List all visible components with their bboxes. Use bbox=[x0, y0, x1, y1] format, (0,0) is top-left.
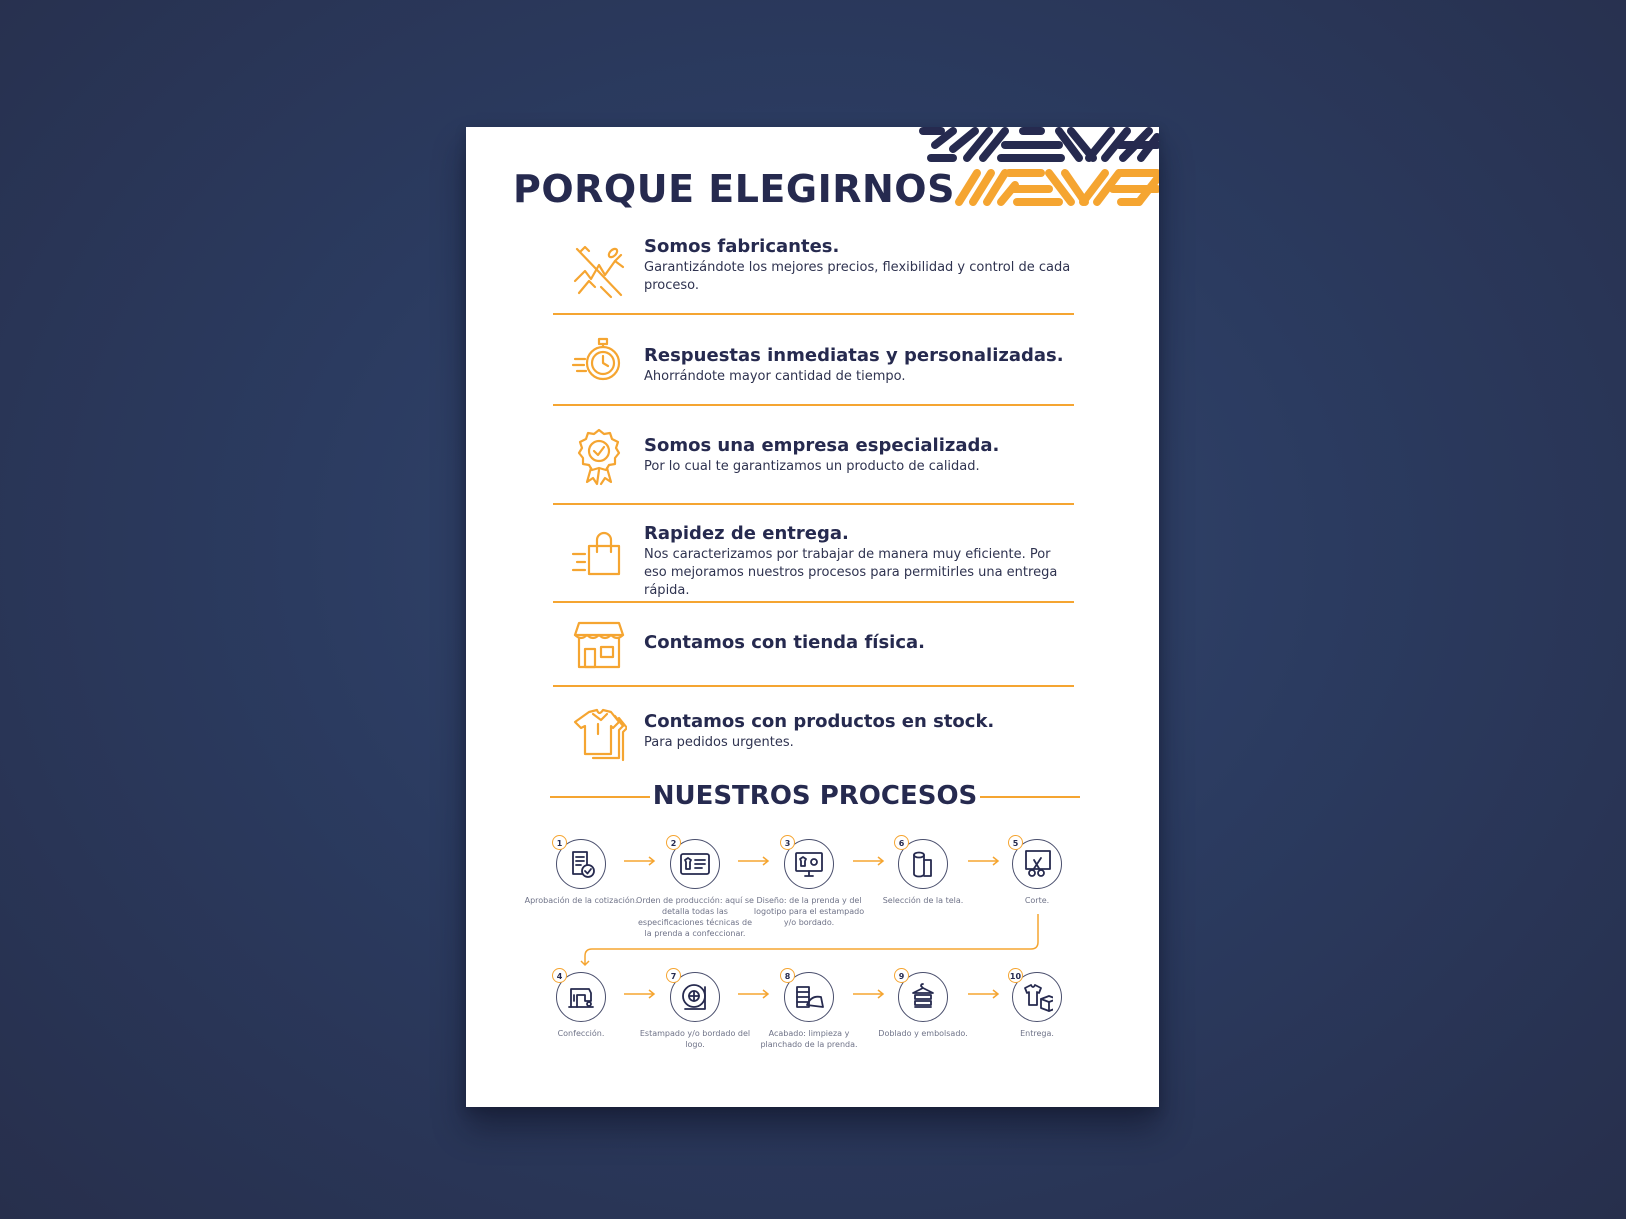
step-caption: Orden de producción: aquí se detalla todas las especificaciones técnicas de la prenda a confeccionar. bbox=[636, 896, 754, 938]
step-caption: Diseño: de la prenda y del logotipo para el estampado y/o bordado. bbox=[753, 896, 865, 927]
feature-heading: Rapidez de entrega. bbox=[644, 523, 849, 544]
shirt-card-icon bbox=[679, 848, 711, 880]
step-caption: Selección de la tela. bbox=[882, 896, 964, 905]
feature-heading: Respuestas inmediatas y personalizadas. bbox=[644, 345, 1064, 366]
step-caption: Aprobación de la cotización. bbox=[524, 896, 638, 905]
step-number: 2 bbox=[666, 835, 681, 850]
step-caption: Entrega. bbox=[1020, 1029, 1054, 1038]
process-connectors bbox=[466, 127, 1159, 1107]
document-check-icon bbox=[565, 848, 597, 880]
step-number: 4 bbox=[552, 968, 567, 983]
page-title: PORQUE ELEGIRNOS bbox=[513, 167, 955, 211]
feature-heading: Contamos con productos en stock. bbox=[644, 711, 995, 732]
sewing-machine-icon bbox=[565, 981, 597, 1013]
ironing-icon bbox=[793, 981, 825, 1013]
delivery-box-icon bbox=[1021, 981, 1053, 1013]
step-number: 9 bbox=[894, 968, 909, 983]
embroidery-machine-icon bbox=[679, 981, 711, 1013]
step-number: 6 bbox=[894, 835, 909, 850]
processes-title: NUESTROS PROCESOS bbox=[652, 781, 978, 811]
feature-heading: Somos fabricantes. bbox=[644, 236, 840, 257]
step-number: 10 bbox=[1008, 968, 1023, 983]
step-caption: Acabado: limpieza y planchado de la prenda. bbox=[760, 1029, 858, 1049]
feature-description: Nos caracterizamos por trabajar de manera muy eficiente. Por eso mejoramos nuestros procesos para permitirles una entrega rápida. bbox=[644, 547, 1058, 598]
step-caption: Estampado y/o bordado del logo. bbox=[639, 1029, 751, 1049]
monitor-design-icon bbox=[793, 848, 825, 880]
step-number: 3 bbox=[780, 835, 795, 850]
feature-description: Por lo cual te garantizamos un producto de calidad. bbox=[644, 459, 980, 474]
fabric-roll-icon bbox=[907, 848, 939, 880]
feature-heading: Contamos con tienda física. bbox=[644, 632, 925, 653]
step-caption: Doblado y embolsado. bbox=[878, 1029, 968, 1038]
scissors-cut-icon bbox=[1021, 848, 1053, 880]
feature-description: Para pedidos urgentes. bbox=[644, 735, 794, 750]
flyer-page bbox=[466, 127, 1159, 1107]
step-number: 7 bbox=[666, 968, 681, 983]
step-caption: Corte. bbox=[1024, 896, 1050, 905]
feature-description: Garantizándote los mejores precios, flexibilidad y control de cada proceso. bbox=[644, 260, 1071, 293]
step-caption: Confección. bbox=[557, 1029, 605, 1038]
folded-shirts-icon bbox=[907, 981, 939, 1013]
step-number: 5 bbox=[1008, 835, 1023, 850]
step-number: 1 bbox=[552, 835, 567, 850]
feature-heading: Somos una empresa especializada. bbox=[644, 435, 1000, 456]
feature-description: Ahorrándote mayor cantidad de tiempo. bbox=[644, 369, 906, 384]
step-number: 8 bbox=[780, 968, 795, 983]
